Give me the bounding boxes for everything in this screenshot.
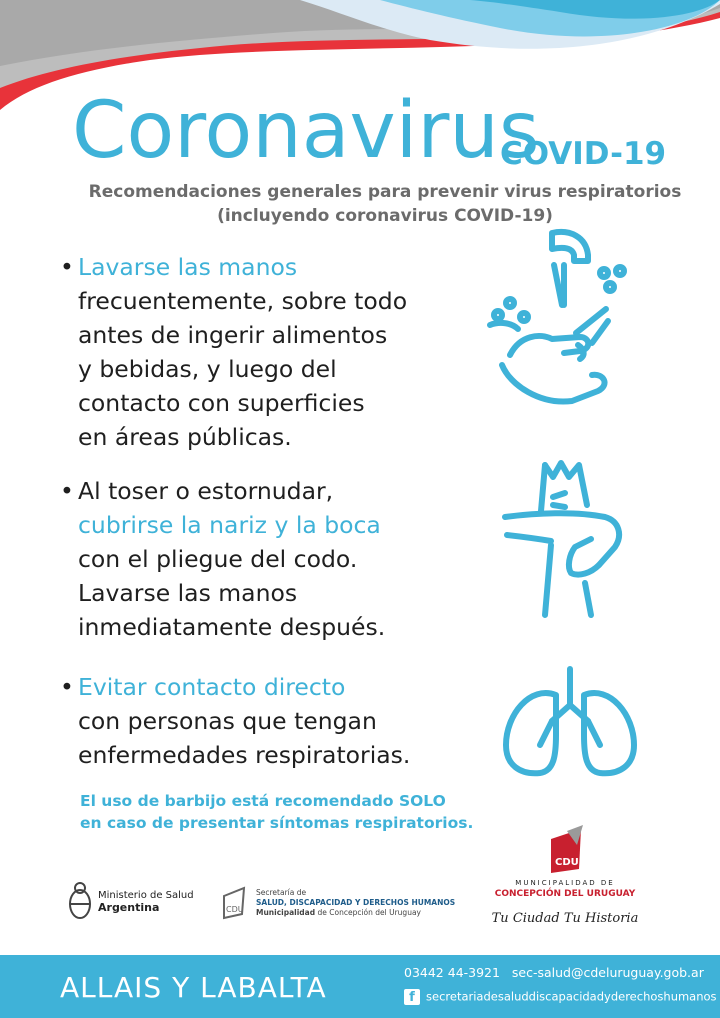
municipalidad-label: MUNICIPALIDAD DE [515,879,615,887]
secretaria-line-3-rest: de Concepción del Uruguay [315,908,421,917]
secretaria-line-3 [256,908,455,918]
recommendation-line [60,670,410,704]
ministerio-salud-logo [68,880,194,926]
footer-address: ALLAIS Y LABALTA [60,971,327,1004]
cough-elbow-icon [495,455,635,625]
secretaria-line-1: Secretaría de [256,888,307,897]
recommendation-line: contacto con superficies [78,389,365,417]
recommendation-contact [60,670,410,772]
footer-phone: 03442 44-3921 [404,965,500,980]
slogan: Tu Ciudad Tu Historia [491,911,639,926]
recommendation-line: antes de ingerir alimentos [78,321,388,349]
bullet-icon: • [60,253,74,281]
recommendation-line: Lavarse las manos [78,579,298,607]
subtitle [70,180,700,228]
secretaria-line-3-strong: Municipalidad [256,908,316,917]
mask-note [80,790,480,834]
note-line-1: El uso de barbijo está recomendado SOLO [80,792,446,810]
footer-facebook[interactable]: secretariadesaluddiscapacidadyderechoshumanos [426,989,717,1004]
note-line-2: en caso de presentar síntomas respiratorios. [80,814,474,832]
svg-text:CDU: CDU [226,905,244,914]
recommendation-line: en áreas públicas. [78,423,292,451]
lungs-icon [500,665,640,785]
footer-bar [0,955,720,1018]
recommendation-line: enfermedades respiratorias. [78,741,411,769]
footer-contact [404,965,704,980]
title-suffix: COVID-19 [500,136,667,172]
handwashing-icon [480,225,640,420]
recommendation-highlight: Lavarse las manos [78,253,298,281]
subtitle-line-1: Recomendaciones generales para prevenir virus respiratorios [88,182,682,202]
recommendation-line [60,474,385,508]
cdu-emblem-icon [220,884,248,922]
secretaria-logo [220,884,456,926]
recommendation-handwashing [60,250,407,454]
page-title: Coronavirus [72,86,540,176]
recommendation-line: y bebidas, y luego del [78,355,337,383]
bullet-icon: • [60,673,74,701]
subtitle-line-2: (incluyendo coronavirus COVID-19) [217,206,553,226]
recommendation-line: frecuentemente, sobre todo [78,287,408,315]
footer-social [404,989,717,1005]
bullet-icon: • [60,477,74,505]
ministerio-line-1: Ministerio de Salud [98,890,194,901]
ministerio-line-2: Argentina [98,901,160,914]
coat-of-arms-icon [68,880,92,922]
secretaria-line-2: SALUD, DISCAPACIDAD Y DERECHOS HUMANOS [256,898,456,907]
recommendation-line: con el pliegue del codo. [78,545,358,573]
recommendation-highlight: cubrirse la nariz y la boca [78,511,381,539]
recommendation-line [60,250,407,284]
facebook-icon: f [404,989,420,1005]
recommendation-text: Al toser o estornudar, [78,477,334,505]
cdu-badge-icon [547,825,587,877]
recommendation-line: con personas que tengan [78,707,377,735]
recommendation-cough [60,474,385,644]
cdu-badge-text: CDU [555,857,579,868]
recommendation-highlight: Evitar contacto directo [78,673,346,701]
footer-email[interactable]: sec-salud@cdeluruguay.gob.ar [511,965,704,980]
recommendation-line: inmediatamente después. [78,613,386,641]
city-label: CONCEPCIÓN DEL URUGUAY [494,889,636,899]
